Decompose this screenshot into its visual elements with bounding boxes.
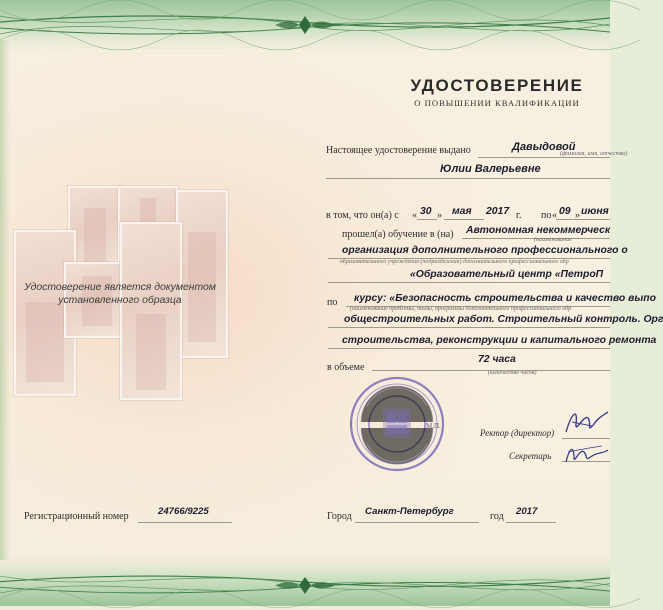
left-edge-tint (0, 40, 10, 560)
stamp-place-mark: М.П. (426, 422, 441, 430)
organization-line3: «Образовательный центр «ПетроП (410, 269, 604, 280)
month-to: июня (581, 206, 609, 217)
period-to-label: по (541, 210, 552, 221)
program-hint: (наименование проблемы, темы, программы дополнительного профессионального обр (350, 306, 572, 312)
day-from: 30 (420, 206, 432, 217)
hours-value: 72 часа (478, 354, 516, 365)
quote-close: » (437, 210, 442, 221)
period-label: в том, что он(а) с (326, 210, 399, 221)
program-line3: строительства, реконструкции и капитального ремонта (342, 335, 657, 346)
document-subtitle: О ПОВЫШЕНИИ КВАЛИФИКАЦИИ (414, 98, 580, 108)
bottom-ornament-border (0, 548, 610, 606)
month-from: мая (452, 206, 472, 217)
issued-to-label: Настоящее удостоверение выдано (326, 145, 471, 156)
rector-signature (562, 404, 610, 440)
year-from: 2017 (486, 206, 510, 217)
organization-line3-rule (328, 282, 610, 283)
year-suffix: г. (516, 210, 522, 221)
period-to-line (556, 219, 610, 220)
collage-photo (120, 222, 182, 400)
fio-hint: (фамилия, имя, отчество) (560, 151, 628, 157)
hours-hint: (количество часов) (488, 370, 537, 376)
day-from-line (417, 219, 437, 220)
city-rule (355, 522, 479, 523)
city-label: Город (327, 511, 352, 522)
quote-open: « (412, 210, 417, 221)
organization-line1: Автономная некоммерческ (466, 225, 611, 236)
month-from-line (444, 219, 484, 220)
organization-label: прошел(а) обучение в (на) (342, 229, 454, 240)
program-line1: курсу: «Безопасность строительства и качество выпо (354, 293, 656, 304)
city-value: Санкт-Петербург (365, 506, 454, 517)
organization-line2: организация дополнительного профессионального о (342, 245, 628, 256)
year-value: 2017 (516, 506, 538, 517)
program-line2-rule (328, 327, 610, 328)
year-rule (506, 522, 556, 523)
organization-hint-small: образовательного учреждения (подразделения) дополнительного профессионального обр (340, 259, 569, 265)
organization-hint: (наименование (534, 237, 572, 243)
secretary-signature (562, 440, 610, 468)
hours-label: в объеме (327, 362, 365, 373)
watermark-caption-line2: установленного образца (58, 295, 182, 306)
issued-to-line (478, 157, 610, 158)
secretary-label: Секретарь (509, 451, 552, 461)
recipient-name: Юлии Валерьевне (440, 163, 541, 175)
program-line2: общестроительных работ. Строительный контроль. Орг (344, 314, 663, 325)
program-label: по (327, 297, 338, 308)
day-to: 09 (559, 206, 571, 217)
registration-rule (138, 522, 232, 523)
watermark-caption (16, 281, 224, 307)
rector-label: Ректор (директор) (480, 428, 555, 438)
year-label: год (490, 511, 504, 522)
watermark-caption-line1: Удостоверение является документом (24, 282, 216, 293)
program-line3-rule (328, 348, 610, 349)
recipient-surname: Давыдовой (512, 141, 576, 153)
top-ornament-border (0, 0, 610, 58)
name-line (326, 178, 610, 179)
document-title: УДОСТОВЕРЕНИЕ (410, 76, 584, 95)
quote-open-to: « (552, 210, 557, 221)
collage-photo (176, 190, 228, 358)
registration-number: 24766/9225 (158, 506, 209, 517)
registration-label: Регистрационный номер (24, 511, 129, 522)
quote-close-to: » (575, 210, 580, 221)
